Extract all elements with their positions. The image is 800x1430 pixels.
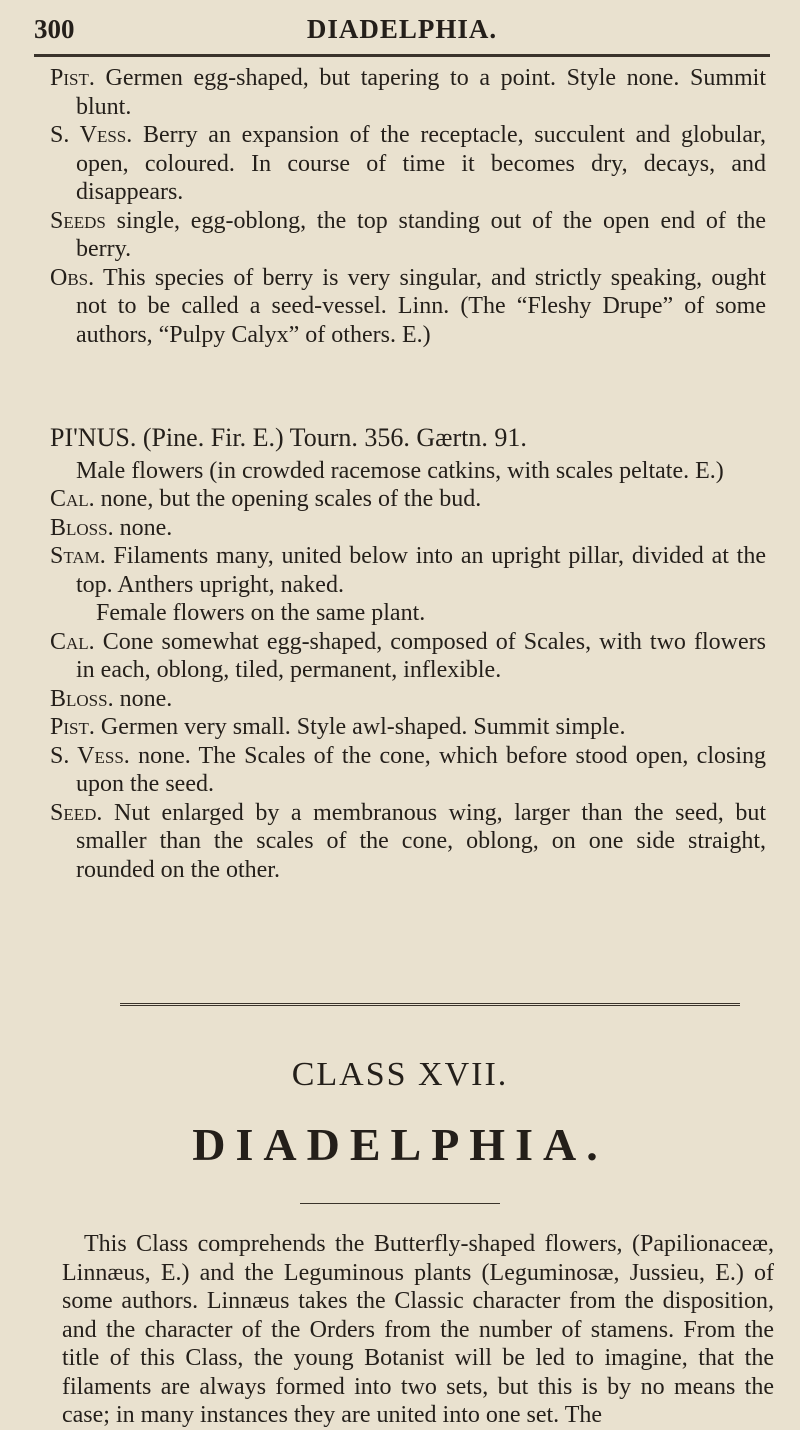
seed-label: Seed.	[50, 799, 103, 826]
pistil-text: Germen egg-shaped, but tapering to a point. Style none. Summit blunt.	[76, 65, 767, 120]
blossom-text: none.	[119, 514, 173, 541]
seed-paragraph	[50, 799, 766, 885]
stamens-text: Filaments many, united below into an upright pillar, divided at the top. Anthers upright, naked.	[76, 543, 767, 598]
female-pistil-paragraph	[50, 713, 766, 742]
female-blossom-label: Bloss.	[50, 685, 114, 712]
female-blossom-text: none.	[119, 685, 173, 712]
female-seed-vessel-text: none. The Scales of the cone, which before stood open, closing upon the seed.	[76, 742, 767, 797]
stamens-label: Stam.	[50, 543, 106, 569]
male-flowers-heading: Male flowers (in crowded racemose catkins, with scales peltate. E.)	[76, 457, 724, 484]
short-rule	[300, 1203, 500, 1204]
seeds-paragraph	[50, 207, 766, 264]
calyx-paragraph	[50, 485, 766, 514]
seeds-label: Seeds	[50, 207, 106, 234]
observation-paragraph	[50, 264, 766, 350]
genus-heading: PI'NUS. (Pine. Fir. E.) Tourn. 356. Gærtn. 91.	[50, 423, 527, 452]
seed-vessel-text: Berry an expansion of the receptacle, succulent and globular, open, coloured. In course of time it becomes dry, decays, and disappears.	[76, 122, 767, 205]
female-calyx-paragraph	[50, 628, 766, 685]
class-number-heading: CLASS XVII.	[291, 1056, 509, 1093]
header-rule	[34, 54, 770, 57]
observation-label: Obs.	[50, 264, 95, 291]
pinus-entry	[50, 424, 766, 884]
pistil-paragraph	[50, 64, 766, 121]
female-blossom-paragraph	[50, 685, 766, 714]
stamens-paragraph	[50, 542, 766, 599]
blossom-label: Bloss.	[50, 514, 114, 541]
female-seed-vessel-paragraph	[50, 742, 766, 799]
seed-text: Nut enlarged by a membranous wing, larger than the seed, but smaller than the scales of the cone, oblong, on one side straight, rounded on the other.	[76, 799, 766, 883]
calyx-text: none, but the opening scales of the bud.	[100, 486, 482, 512]
pistil-label: Pist.	[50, 65, 95, 91]
female-calyx-label: Cal.	[50, 628, 95, 655]
section-divider	[120, 1003, 740, 1008]
female-pistil-label: Pist.	[50, 714, 95, 740]
page-number: 300	[34, 14, 75, 44]
class-name-heading: DIADELPHIA.	[192, 1119, 608, 1170]
blossom-paragraph	[50, 514, 766, 543]
seed-vessel-label: S. Vess.	[50, 122, 133, 148]
previous-genus-entry	[50, 64, 766, 349]
calyx-label: Cal.	[50, 486, 95, 512]
female-calyx-text: Cone somewhat egg-shaped, composed of Scales, with two flowers in each, oblong, tiled, permanent, inflexible.	[76, 628, 766, 683]
seeds-text: single, egg-oblong, the top standing out of the open end of the berry.	[76, 207, 767, 262]
class-introduction	[62, 1230, 774, 1430]
running-title: DIADELPHIA.	[306, 14, 498, 44]
female-flowers-heading: Female flowers on the same plant.	[96, 600, 426, 626]
female-seed-vessel-label: S. Vess.	[50, 742, 130, 769]
female-pistil-text: Germen very small. Style awl-shaped. Summit simple.	[100, 714, 626, 740]
seed-vessel-paragraph	[50, 121, 766, 207]
observation-text: This species of berry is very singular, and strictly speaking, ought not to be called a seed-vessel. Linn. (The “Fleshy Drupe” of some authors, “Pulpy Calyx” of others. E.)	[76, 264, 766, 348]
page-header	[34, 10, 770, 50]
intro-paragraph: This Class comprehends the Butterfly-shaped flowers, (Papilionaceæ, Linnæus, E.) and the Leguminous plants (Leguminosæ, Jussieu, E.) of some authors. Linnæus takes the Classic character from the disposition, and the character of the Orders from the number of stamens. From the title of this Class, the young Botanist will be led to imagine, that the filaments are always formed into two sets, but this is by no means the case; in many instances they are united into one set. The	[62, 1231, 774, 1428]
